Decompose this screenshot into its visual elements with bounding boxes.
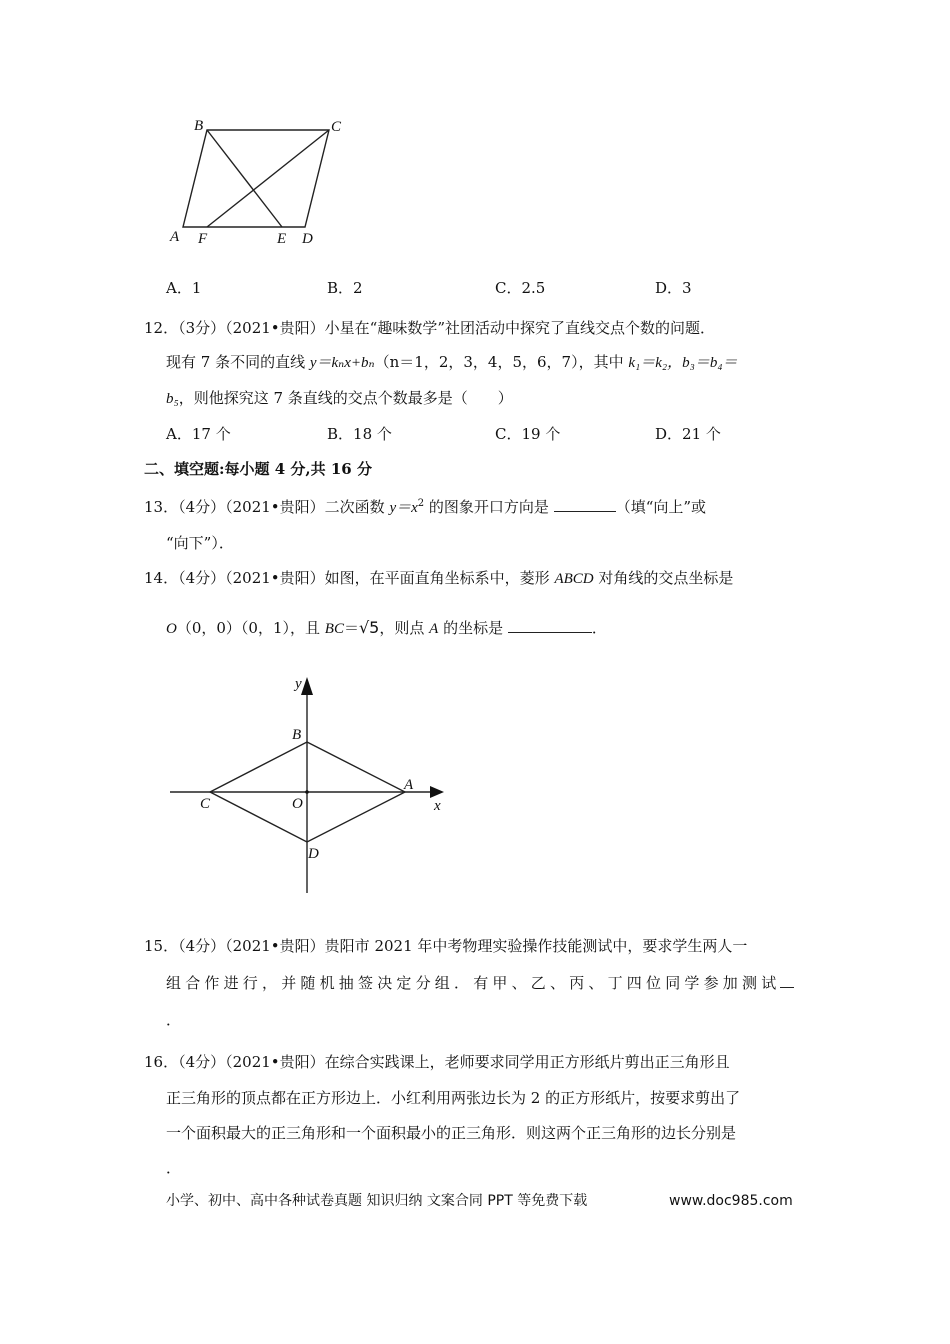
label-B: B (194, 118, 204, 134)
section-2-heading: 二、填空题:每小题 4 分,共 16 分 (144, 460, 372, 478)
label-E: E (277, 231, 287, 247)
label-A: A (170, 229, 180, 245)
q11-option-a: A．1 (166, 279, 202, 297)
footer-text: 小学、初中、高中各种试卷真题 知识归纳 文案合同 PPT 等免费下载 (166, 1193, 588, 1209)
q12-option-b: B．18 个 (327, 425, 392, 443)
label-D: D (308, 846, 319, 862)
q12-option-d: D．21 个 (655, 425, 721, 443)
label-O: O (292, 796, 303, 812)
q15-line3: ． (166, 1011, 182, 1029)
q13-line1: 13．（4分）（2021•贵阳）二次函数 $y=x^2$ 的图象开口方向是 （填“向上”或 (144, 498, 707, 516)
q14-line2: O（0，0）（0，1），且 BC＝√5，则点 A 的坐标是 ． (166, 618, 607, 637)
q12-number: 12． (144, 319, 179, 337)
q16-line1: 16．（4分）（2021•贵阳）在综合实践课上，老师要求同学用正方形纸片剪出正三角形且 (144, 1053, 730, 1071)
q12-line1 (144, 318, 715, 338)
q11-option-b: B．2 (327, 279, 363, 297)
parallelogram-figure (160, 110, 360, 250)
q16-line4: ． (166, 1159, 182, 1177)
label-A: A (404, 777, 414, 793)
q16-line2: 正三角形的顶点都在正方形边上．小红利用两张边长为 2 的正方形纸片，按要求剪出了 (166, 1089, 741, 1107)
q12-formula: y＝kₙx+bₙ (309, 355, 375, 371)
q15-line1: 15．（4分）（2021•贵阳）贵阳市 2021 年中考物理实验操作技能测试中，要求学生两人一 (144, 937, 748, 955)
q16-line3: 一个面积最大的正三角形和一个面积最小的正三角形．则这两个正三角形的边长分别是 (166, 1124, 737, 1142)
label-C: C (200, 796, 211, 812)
q14-answer-blank[interactable] (508, 618, 592, 633)
q12-meta: （3分）（2021•贵阳） (178, 319, 325, 337)
label-C: C (331, 119, 342, 135)
rhombus-coordinate-figure (160, 665, 450, 900)
q12-condition: k₁＝k₂，b₃＝b₄＝ (628, 355, 738, 371)
q12-line3: b₅，则他探究这 7 条直线的交点个数最多是（ ） (166, 389, 513, 407)
label-F: F (198, 231, 208, 247)
q14-line1: 14．（4分）（2021•贵阳）如图，在平面直角坐标系中，菱形 ABCD 对角线的交点坐标是 (144, 569, 734, 587)
q13-line2: “向下”）． (166, 534, 234, 552)
label-B: B (292, 727, 302, 743)
q11-option-c: C．2.5 (495, 279, 546, 297)
footer-url[interactable]: www.doc985.com (669, 1193, 793, 1209)
q11-option-d: D．3 (655, 279, 692, 297)
sqrt5: √5 (358, 618, 380, 637)
axis-y-label: y (295, 676, 302, 692)
axis-x-label: x (434, 798, 441, 814)
q12-stem: 小星在“趣味数学”社团活动中探究了直线交点个数的问题． (324, 319, 716, 337)
label-D: D (302, 231, 313, 247)
q13-answer-blank[interactable] (554, 497, 616, 512)
q15-line2: 组合作进行，并随机抽签决定分组．有甲、乙、丙、丁四位同学参加测试 (166, 973, 794, 993)
q15-answer-blank[interactable] (780, 973, 794, 988)
q12-line2: 现有 7 条不同的直线 y＝kₙx+bₙ（n＝1，2，3，4，5，6，7），其中 k₁＝k₂，b₃＝b₄＝ (166, 353, 738, 371)
q12-option-a: A．17 个 (166, 425, 231, 443)
q12-option-c: C．19 个 (495, 425, 561, 443)
